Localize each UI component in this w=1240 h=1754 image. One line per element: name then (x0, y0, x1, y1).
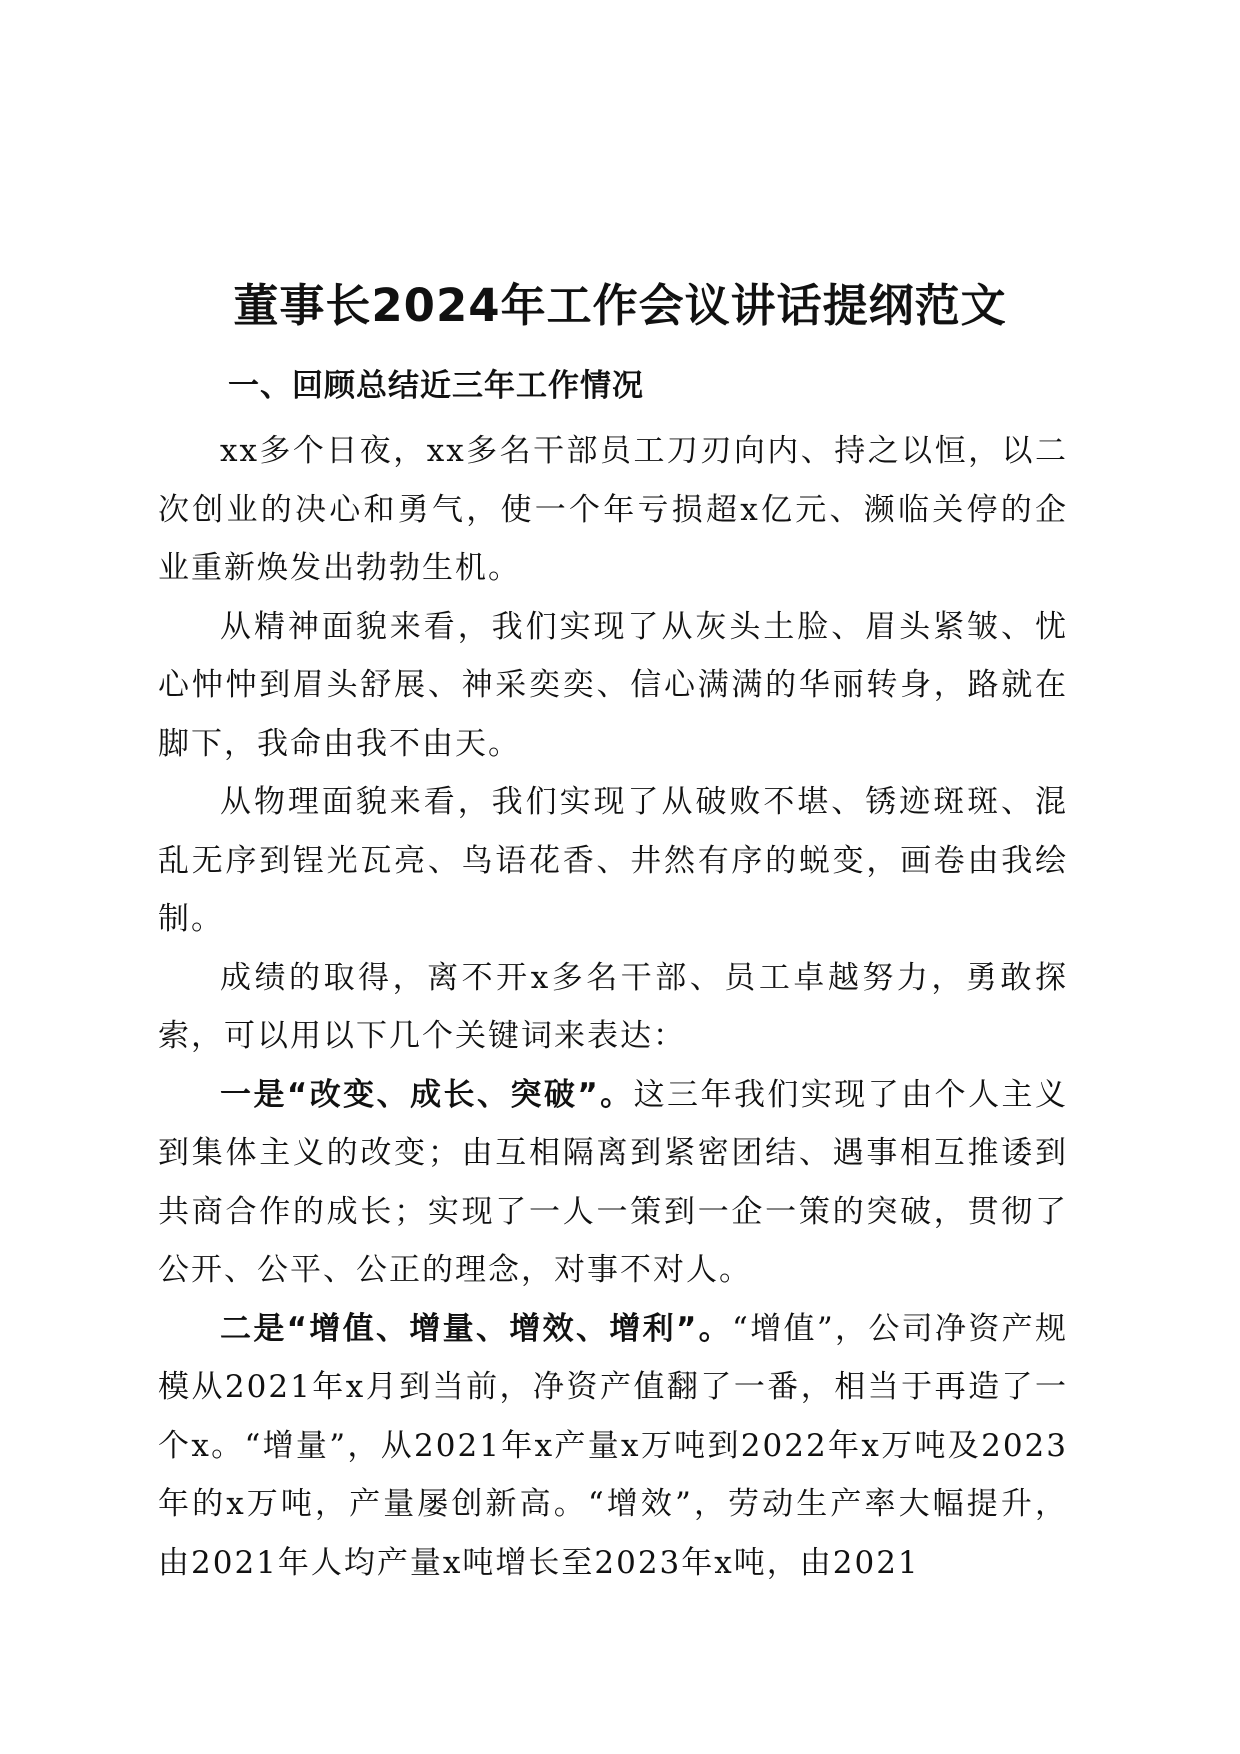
document-body (158, 422, 1068, 1592)
section-heading: 一、回顾总结近三年工作情况 (228, 368, 644, 404)
keyword-paragraph (158, 1300, 1068, 1593)
document-title: 董事长2024年工作会议讲话提纲范文 (233, 279, 1007, 332)
paragraph: 成绩的取得，离不开x多名干部、员工卓越努力，勇敢探索，可以用以下几个关键词来表达： (158, 959, 1068, 1054)
paragraph: 从物理面貌来看，我们实现了从破败不堪、锈迹斑斑、混乱无序到锃光瓦亮、鸟语花香、井然有序的蜕变，画卷由我绘制。 (158, 784, 1068, 937)
keyword-paragraph (158, 1066, 1068, 1300)
keyword-text: “增值”，公司净资产规模从2021年x月到当前，净资产值翻了一番，相当于再造了一个x。“增量”，从2021年x产量x万吨到2022年x万吨及2023年的x万吨，产量屡创新高。“增效”，劳动生产率大幅提升，由2021年人均产量x吨增长至2023年x吨，由2021 (158, 1310, 1068, 1581)
paragraph: 从精神面貌来看，我们实现了从灰头土脸、眉头紧皱、忧心忡忡到眉头舒展、神采奕奕、信心满满的华丽转身，路就在脚下，我命由我不由天。 (158, 608, 1068, 762)
keyword-lead: 二是“增值、增量、增效、增利”。 (220, 1310, 733, 1347)
keyword-lead: 一是“改变、成长、突破”。 (220, 1076, 634, 1113)
paragraph: xx多个日夜，xx多名干部员工刀刃向内、持之以恒，以二次创业的决心和勇气，使一个年亏损超x亿元、濒临关停的企业重新焕发出勃勃生机。 (158, 433, 1068, 586)
keyword-text: 这三年我们实现了由个人主义到集体主义的改变；由互相隔离到紧密团结、遇事相互推诿到共商合作的成长；实现了一人一策到一企一策的突破，贯彻了公开、公平、公正的理念，对事不对人。 (158, 1076, 1069, 1288)
